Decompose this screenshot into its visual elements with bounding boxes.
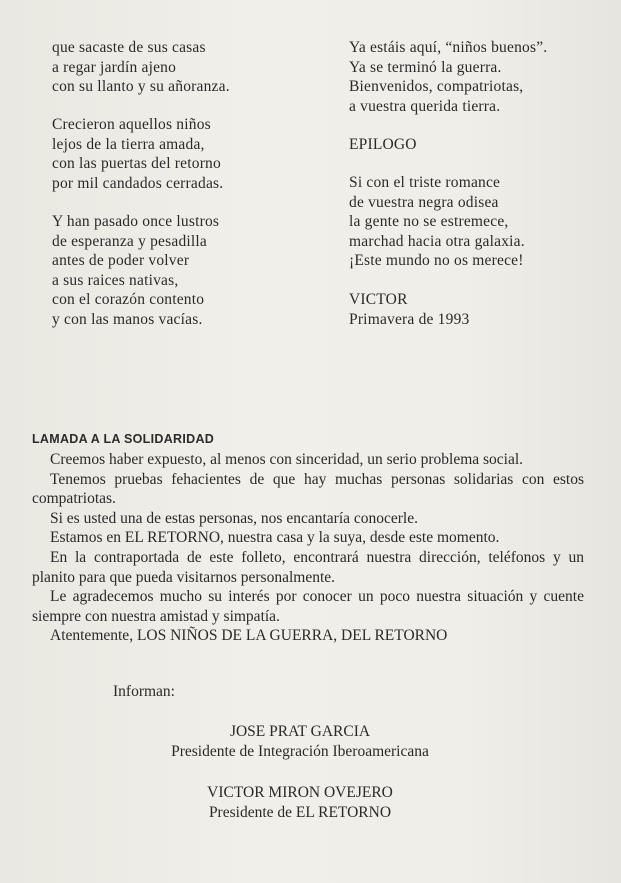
- appeal-paragraph: Creemos haber expuesto, al menos con sinceridad, un serio problema social.: [50, 451, 524, 468]
- epilogue-title: [349, 135, 417, 155]
- poem-line: la gente no se estremece,: [349, 213, 509, 230]
- signer-block: [0, 783, 600, 822]
- poem-line: Crecieron aquellos niños: [52, 116, 211, 133]
- appeal-paragraph: Si es usted una de estas personas, nos encantaría conocerle.: [50, 509, 418, 527]
- signer-role: Presidente de Integración Iberoamericana: [171, 742, 429, 760]
- poem-line: Bienvenidos, compatriotas,: [349, 78, 524, 95]
- poem-line: a vuestra querida tierra.: [349, 97, 501, 115]
- appeal-paragraph: Le agradecemos mucho su interés por conocer un poco nuestra situación y cuente siempre con nuestra amistad y simpatía.: [32, 588, 584, 625]
- signatures-intro: Informan:: [113, 683, 175, 700]
- signer-name: VICTOR MIRON OVEJERO: [207, 784, 393, 801]
- poem-line: con el corazón contento: [52, 291, 205, 308]
- poem-line: Y han pasado once lustros: [52, 213, 220, 230]
- poem-line: con su llanto y su añoranza.: [52, 78, 230, 95]
- signer-block: [0, 722, 600, 761]
- poem-line: a sus raices nativas,: [52, 271, 179, 289]
- poem-line: Ya se terminó la guerra.: [349, 58, 502, 76]
- poem-line: con las puertas del retorno: [52, 155, 221, 172]
- poem-right-stanza-1: [349, 38, 547, 116]
- appeal-body: [32, 450, 584, 646]
- appeal-paragraph: Atentemente, LOS NIÑOS DE LA GUERRA, DEL RETORNO: [50, 627, 448, 645]
- poem-line: y con las manos vacías.: [52, 310, 203, 328]
- poem-line: antes de poder volver: [52, 252, 190, 269]
- poem-line: de esperanza y pesadilla: [52, 232, 207, 250]
- poem-left-stanza-2: [52, 115, 223, 193]
- signer-name: JOSE PRAT GARCIA: [229, 723, 371, 740]
- poem-line: lejos de la tierra amada,: [52, 135, 205, 153]
- poem-line: ¡Este mundo no os merece!: [349, 252, 524, 269]
- poem-signature: [349, 290, 469, 329]
- signer-role: Presidente de EL RETORNO: [208, 803, 392, 821]
- poem-line: por mil candados cerradas.: [52, 174, 224, 192]
- poem-line: que sacaste de sus casas: [52, 39, 206, 56]
- poem-line: Ya estáis aquí, “niños buenos”.: [349, 39, 548, 56]
- poem-date: Primavera de 1993: [349, 310, 470, 328]
- poem-left-stanza-3: [52, 212, 219, 329]
- poem-author: VICTOR: [349, 291, 408, 308]
- poem-left-stanza-1: [52, 38, 230, 97]
- section-heading: LAMADA A LA SOLIDARIDAD: [32, 432, 215, 446]
- poem-line: marchad hacia otra galaxia.: [349, 232, 525, 250]
- appeal-paragraph: Tenemos pruebas fehacientes de que hay muchas personas solidarias con estos compatriotas.: [32, 470, 584, 508]
- poem-right-stanza-3: [349, 173, 525, 271]
- poem-line: Si con el triste romance: [349, 174, 501, 191]
- poem-line: EPILOGO: [349, 136, 417, 153]
- appeal-paragraph: Estamos en EL RETORNO, nuestra casa y la suya, desde este momento.: [50, 529, 500, 547]
- appeal-paragraph: En la contraportada de este folleto, encontrará nuestra dirección, teléfonos y un planito para que pueda visitarnos personalmente.: [32, 548, 584, 586]
- poem-line: a regar jardín ajeno: [52, 58, 177, 76]
- poem-line: de vuestra negra odisea: [349, 193, 499, 211]
